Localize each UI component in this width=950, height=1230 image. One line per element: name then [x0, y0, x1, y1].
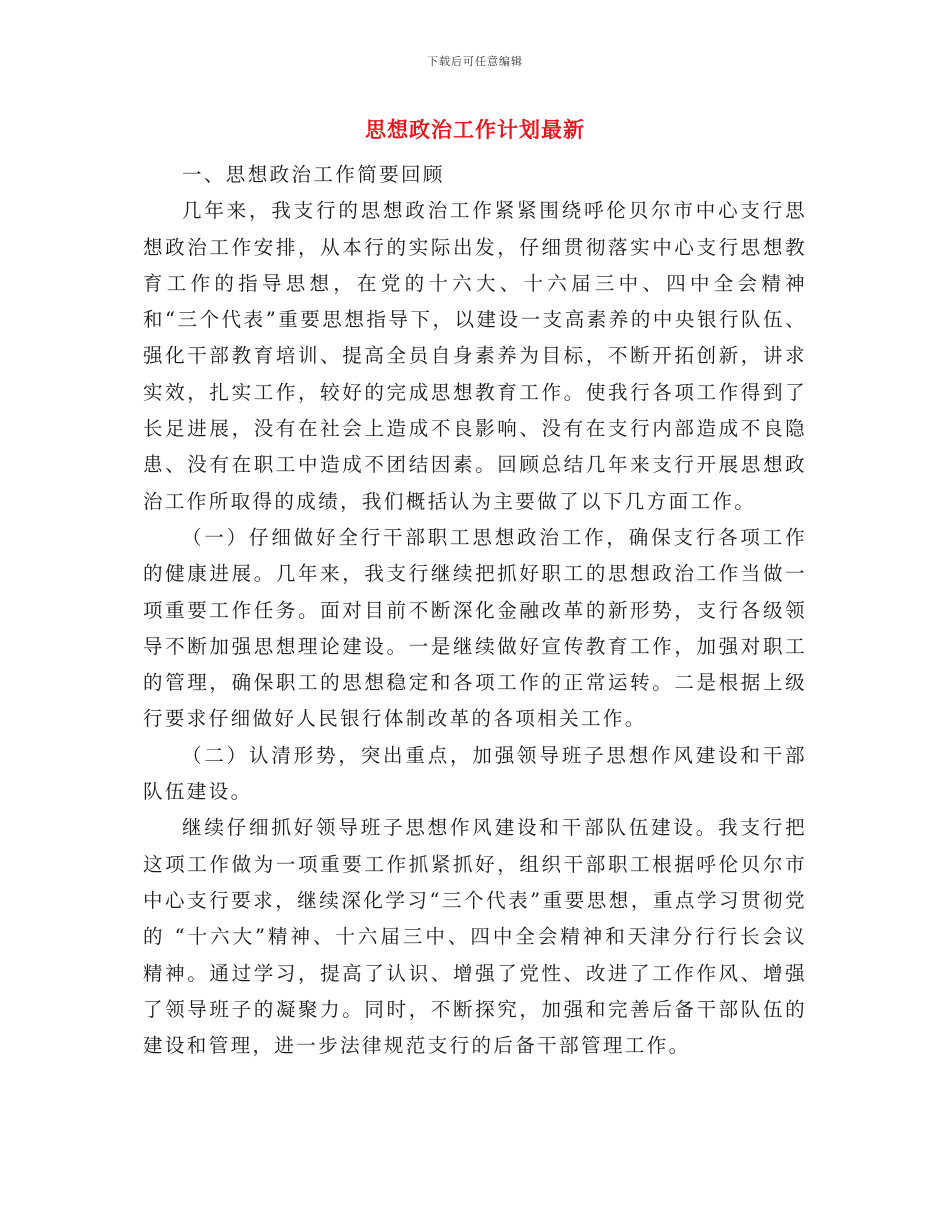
paragraph-overview: 几年来，我支行的思想政治工作紧紧围绕呼伦贝尔市中心支行思想政治工作安排，从本行的实际出发，仔细贯彻落实中心支行思想教育工作的指导思想，在党的十六大、十六届三中、四中全会精神和“三个代表”重要思想指导下，以建设一支高素养的中央银行队伍、强化干部教育培训、提高全员自身素养为目标，不断开拓创新，讲求实效，扎实工作，较好的完成思想教育工作。使我行各项工作得到了长足进展，没有在社会上造成不良影响、没有在支行内部造成不良隐患、没有在职工中造成不团结因素。回顾总结几年来支行开展思想政治工作所取得的成绩，我们概括认为主要做了以下几方面工作。 — [143, 199, 807, 513]
section-heading-review: 一、思想政治工作简要回顾 — [182, 163, 445, 186]
paragraph-item-one: （一）仔细做好全行干部职工思想政治工作，确保支行各项工作的健康进展。几年来，我支行继续把抓好职工的思想政治工作当做一项重要工作任务。面对目前不断深化金融改革的新形势，支行各级领导不断加强思想理论建设。一是继续做好宣传教育工作，加强对职工的管理，确保职工的思想稳定和各项工作的正常运转。二是根据上级行要求仔细做好人民银行体制改革的各项相关工作。 — [143, 525, 807, 731]
paragraph-item-two: （二）认清形势，突出重点，加强领导班子思想作风建设和干部队伍建设。 — [143, 743, 807, 804]
document-title: 思想政治工作计划最新 — [365, 117, 585, 142]
document-body — [143, 157, 807, 1064]
paragraph-leadership: 继续仔细抓好领导班子思想作风建设和干部队伍建设。我支行把这项工作做为一项重要工作抓紧抓好，组织干部职工根据呼伦贝尔市中心支行要求，继续深化学习“三个代表”重要思想，重点学习贯彻党的 “十六大”精神、十六届三中、四中全会精神和天津分行行长会议精神。通过学习，提高了认识、增强了党性、改进了工作作风、增强了领导班子的凝聚力。同时，不断探究，加强和完善后备干部队伍的建设和管理，进一步法律规范支行的后备干部管理工作。 — [143, 816, 807, 1058]
header-note: 下载后可任意编辑 — [427, 55, 523, 68]
